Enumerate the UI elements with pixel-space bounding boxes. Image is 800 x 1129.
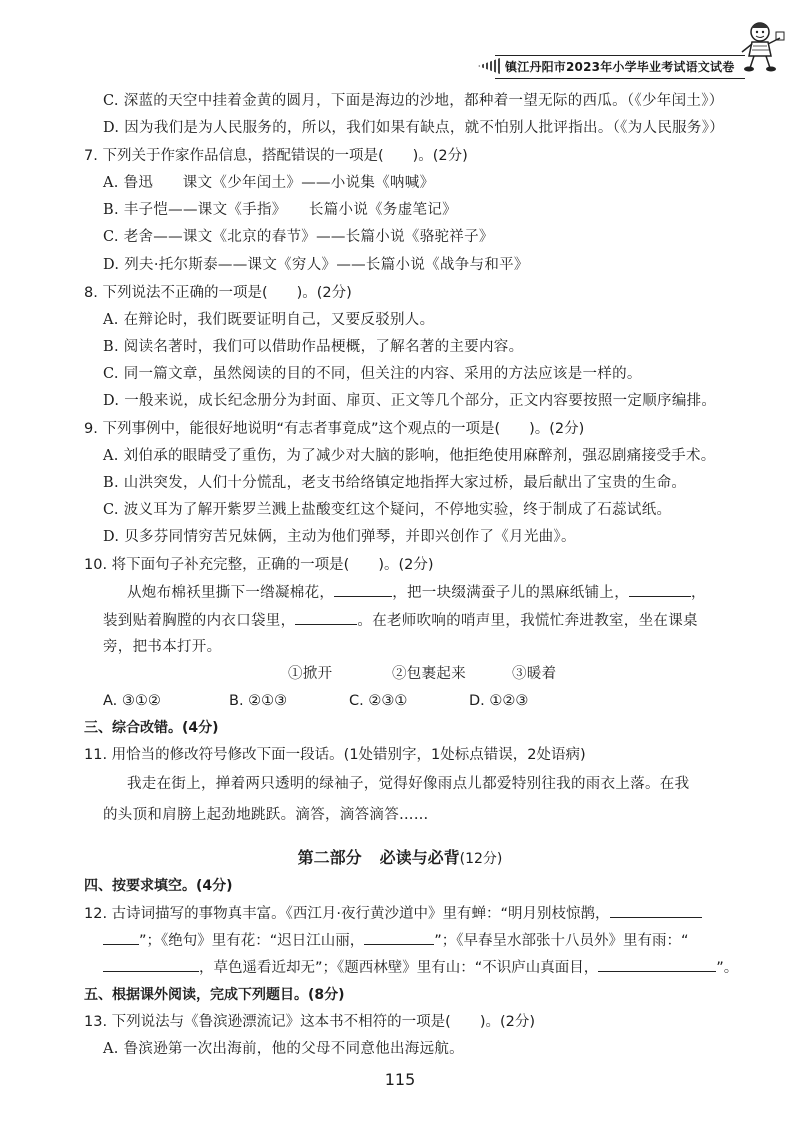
q8-option-d: D. 一般来说，成长纪念册分为封面、扉页、正文等几个部分，正文内容要按照一定顺序编排。 <box>103 393 717 409</box>
q12-blank-2[interactable] <box>364 930 434 945</box>
section-5-heading: 五、根据课外阅读，完成下列题目。(8分) <box>84 987 345 1003</box>
q13-option-a: A. 鲁滨逊第一次出海前，他的父母不同意他出海远航。 <box>103 1041 464 1057</box>
q13-stem: 13. 下列说法与《鲁滨逊漂流记》这本书不相符的一项是( )。(2分) <box>84 1014 536 1030</box>
q12-line3 <box>103 957 738 978</box>
part-2-name: 必读与必背 <box>379 848 460 867</box>
q10-passage-line2 <box>103 610 698 631</box>
q10-passage-line3: 旁，把书本打开。 <box>103 639 222 655</box>
q7-option-c: C. 老舍——课文《北京的春节》——长篇小说《骆驼祥子》 <box>103 229 494 245</box>
page-header-title: 镇江丹阳市2023年小学毕业考试语文试卷 <box>505 60 735 74</box>
q12-text: 12. 古诗词描写的事物真丰富。《西江月·夜行黄沙道中》里有蝉：“明月别枝惊鹊， <box>84 906 610 922</box>
q12-blank-4[interactable] <box>598 957 716 972</box>
q12-blank-3[interactable] <box>103 957 199 972</box>
q8-stem: 8. 下列说法不正确的一项是( )。(2分) <box>84 285 352 301</box>
section-3-heading: 三、综合改错。(4分) <box>84 720 219 736</box>
section-4-heading: 四、按要求填空。(4分) <box>84 878 233 894</box>
q11-passage-line2: 的头顶和肩膀上起劲地跳跃。滴答，滴答滴答…… <box>103 807 429 823</box>
q12-text: ”；《早春呈水部张十八员外》里有雨：“ <box>434 933 689 949</box>
q6-option-d: D. 因为我们是为人民服务的，所以，我们如果有缺点，就不怕别人批评指出。（《为人民服务》） <box>103 120 725 136</box>
q10-passage-text: 。在老师吹响的哨声里，我慌忙奔进教室，坐在课桌 <box>357 613 698 629</box>
q12-text: ”；《绝句》里有花：“迟日江山丽， <box>139 933 365 949</box>
page-number: 115 <box>384 1070 416 1089</box>
q10-option-b: B. ②①③ <box>229 693 288 709</box>
q7-stem: 7. 下列关于作家作品信息，搭配错误的一项是( )。(2分) <box>84 148 468 164</box>
q10-choice-2: ②包裹起来 <box>392 666 466 682</box>
part-2-label: 第二部分 <box>297 848 362 867</box>
q10-option-d: D. ①②③ <box>469 693 529 709</box>
q8-option-b: B. 阅读名著时，我们可以借助作品梗概，了解名著的主要内容。 <box>103 339 524 355</box>
q9-option-a: A. 刘伯承的眼睛受了重伤，为了减少对大脑的影响，他拒绝使用麻醉剂，强忍剧痛接受手术。 <box>103 448 716 464</box>
q12-text: ”。 <box>716 960 739 976</box>
q7-option-d: D. 列夫·托尔斯泰——课文《穷人》——长篇小说《战争与和平》 <box>103 257 529 273</box>
q8-option-a: A. 在辩论时，我们既要证明自己，又要反驳别人。 <box>103 312 435 328</box>
q10-passage-text: ，把一块缀满蚕子儿的黑麻纸铺上， <box>392 585 630 601</box>
q10-blank-1[interactable] <box>334 582 392 597</box>
q10-blank-3[interactable] <box>295 610 357 625</box>
q10-choice-3: ③暖着 <box>512 666 557 682</box>
q10-stem: 10. 将下面句子补充完整，正确的一项是( )。(2分) <box>84 557 434 573</box>
q7-option-a: A. 鲁迅 课文《少年闰土》——小说集《呐喊》 <box>103 175 435 191</box>
q10-passage-text: 装到贴着胸膛的内衣口袋里， <box>103 613 296 629</box>
q9-option-b: B. 山洪突发，人们十分慌乱，老支书给络镇定地指挥大家过桥，最后献出了宝贵的生命。 <box>103 475 687 491</box>
q10-option-c: C. ②③① <box>349 693 408 709</box>
q8-option-c: C. 同一篇文章，虽然阅读的目的不同，但关注的内容、采用的方法应该是一样的。 <box>103 366 642 382</box>
q10-passage-text: 从炮布棉袄里撕下一绺凝棉花， <box>127 585 335 601</box>
q10-passage-text: ， <box>691 585 706 601</box>
q7-option-b: B. 丰子恺——课文《手指》 长篇小说《务虚笔记》 <box>103 202 457 218</box>
q10-choice-1: ①掀开 <box>288 666 333 682</box>
q11-stem: 11. 用恰当的修改符号修改下面一段话。(1处错别字，1处标点错误，2处语病) <box>84 747 586 763</box>
q9-option-c: C. 波义耳为了解开紫罗兰溅上盐酸变红这个疑问，不停地实验，终于制成了石蕊试纸。 <box>103 502 672 518</box>
q12-blank-1-cont[interactable] <box>103 930 139 945</box>
q12-line2 <box>103 930 689 951</box>
part-2-title <box>0 845 800 868</box>
q6-option-c: C. 深蓝的天空中挂着金黄的圆月，下面是海边的沙地，都种着一望无际的西瓜。（《少年闰土》） <box>103 93 724 109</box>
q11-passage-line1: 我走在街上，掸着两只透明的绿袖子，觉得好像雨点儿都爱特别往我的雨衣上落。在我 <box>127 776 690 792</box>
q12-text: ，草色遥看近却无”；《题西林壁》里有山：“不识庐山真面目， <box>199 960 599 976</box>
q12-line1 <box>84 903 702 924</box>
q10-option-a: A. ③①② <box>103 693 161 709</box>
q10-blank-2[interactable] <box>629 582 691 597</box>
q9-option-d: D. 贝多芬同情穷苦兄妹俩，主动为他们弹琴，并即兴创作了《月光曲》。 <box>103 529 576 545</box>
q9-stem: 9. 下列事例中，能很好地说明“有志者事竟成”这个观点的一项是( )。(2分) <box>84 421 585 437</box>
part-2-points: (12分) <box>459 851 503 867</box>
mascot-boy-icon <box>738 18 786 74</box>
q12-blank-1[interactable] <box>610 903 702 918</box>
q10-passage-line1 <box>127 582 706 603</box>
